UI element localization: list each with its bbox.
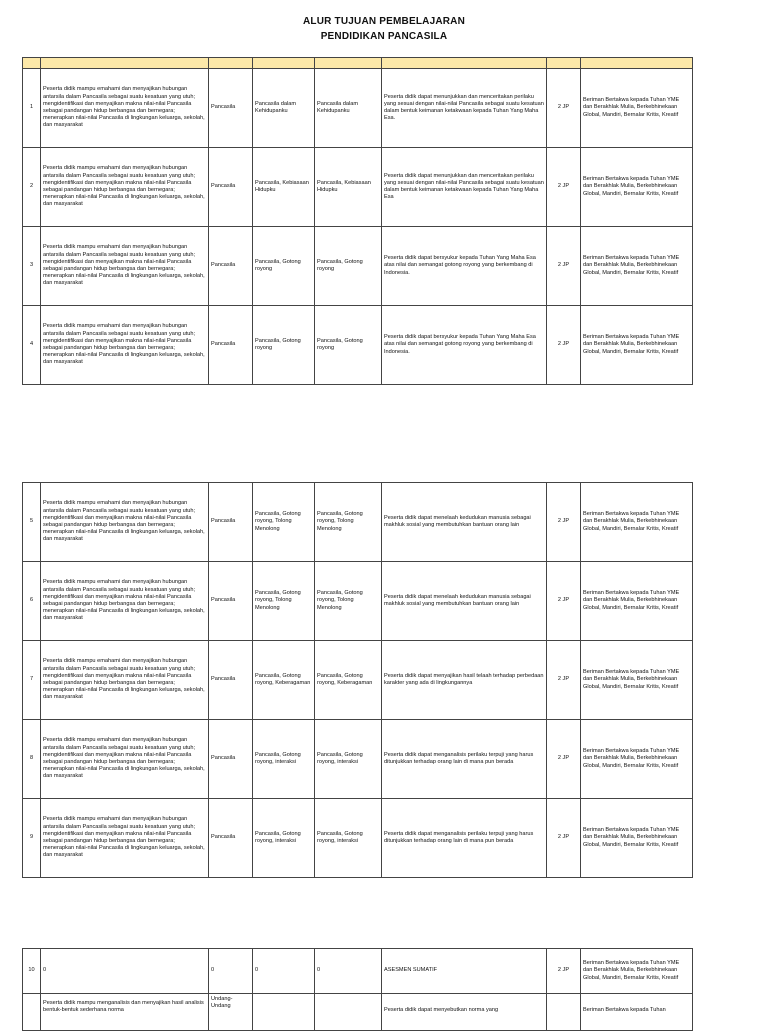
cell-materi: Pancasila, Gotong royong, Keberagaman — [253, 641, 315, 720]
cell-jp: 2 JP — [547, 483, 581, 562]
cell-jp: 2 JP — [547, 720, 581, 799]
cell-jp: 2 JP — [547, 306, 581, 385]
cell-capaian: Peserta didik mampu emahami dan menyajikan hubungan antarsila dalam Pancasila sebagai suatu kesatuan yang utuh; mengidentifikasi dan menyajikan makna nilai-nilai Pancasila sebagai pandangan hidup berbangsa dan bernegara; menerapkan nilai-nilai Pancasila di lingkungan keluarga, sekolah, dan masyarakat — [41, 227, 209, 306]
cell-lingkup: 0 — [315, 949, 382, 994]
cell-elemen: Pancasila — [209, 720, 253, 799]
cell-materi — [253, 994, 315, 1031]
cell-lingkup: Pancasila, Gotong royong — [315, 306, 382, 385]
cell-elemen: Pancasila — [209, 799, 253, 878]
atp-table-part-2 — [22, 482, 693, 878]
cell-materi: Pancasila, Gotong royong — [253, 306, 315, 385]
cell-tujuan: Peserta didik dapat menunjukkan dan menceritakan perilaku yang sesuai dengan nilai-nilai Pancasila sebagai suatu kesatuan dalam bentuk keimanan ketakwaan kepada Tuhan Yang Maha Esa. — [382, 69, 547, 148]
cell-lingkup: Pancasila dalam Kehidupanku — [315, 69, 382, 148]
table-row — [23, 306, 693, 385]
cell-tujuan: Peserta didik dapat bersyukur kepada Tuhan Yang Maha Esa atas nilai dan semangat gotong royong yang berkembang di Indonesia. — [382, 227, 547, 306]
table-row — [23, 227, 693, 306]
table-row — [23, 799, 693, 878]
cell-jp: 2 JP — [547, 641, 581, 720]
cell-profil: Beriman Bertakwa kepada Tuhan YME dan Berakhlak Mulia, Berkebhinekaan Global, Mandiri, Bernalar Kritis, Kreatif — [581, 799, 693, 878]
cell-no: 3 — [23, 227, 41, 306]
cell-jp: 2 JP — [547, 799, 581, 878]
cell-jp: 2 JP — [547, 148, 581, 227]
cell-materi: 0 — [253, 949, 315, 994]
cell-no: 6 — [23, 562, 41, 641]
cell-capaian: Peserta didik mampu emahami dan menyajikan hubungan antarsila dalam Pancasila sebagai suatu kesatuan yang utuh; mengidentifikasi dan menyajikan makna nilai-nilai Pancasila sebagai pandangan hidup berbangsa dan bernegara; menerapkan nilai-nilai Pancasila di lingkungan keluarga, sekolah, dan masyarakat — [41, 641, 209, 720]
cell-profil: Beriman Bertakwa kepada Tuhan YME dan Berakhlak Mulia, Berkebhinekaan Global, Mandiri, Bernalar Kritis, Kreatif — [581, 227, 693, 306]
cell-profil: Beriman Bertakwa kepada Tuhan YME dan Berakhlak Mulia, Berkebhinekaan Global, Mandiri, Bernalar Kritis, Kreatif — [581, 148, 693, 227]
cell-elemen: Pancasila — [209, 148, 253, 227]
cell-no: 5 — [23, 483, 41, 562]
cell-lingkup: Pancasila, Kebiasaan Hidupku — [315, 148, 382, 227]
cell-profil: Beriman Bertakwa kepada Tuhan YME dan Berakhlak Mulia, Berkebhinekaan Global, Mandiri, Bernalar Kritis, Kreatif — [581, 720, 693, 799]
cell-lingkup: Pancasila, Gotong royong, Keberagaman — [315, 641, 382, 720]
cell-tujuan: Peserta didik dapat menyajikan hasil telaah terhadap perbedaan karakter yang ada di lingkungannya — [382, 641, 547, 720]
document-title-line-2: PENDIDIKAN PANCASILA — [320, 31, 448, 42]
cell-tujuan: Peserta didik dapat menganalisis perilaku terpuji yang harus ditunjukkan terhadap orang lain di mana pun berada — [382, 720, 547, 799]
cell-elemen: Pancasila — [209, 69, 253, 148]
cell-elemen: Pancasila — [209, 562, 253, 641]
cell-profil: Beriman Bertakwa kepada Tuhan YME dan Berakhlak Mulia, Berkebhinekaan Global, Mandiri, Bernalar Kritis, Kreatif — [581, 641, 693, 720]
cell-elemen: Pancasila — [209, 641, 253, 720]
cell-tujuan: Peserta didik dapat bersyukur kepada Tuhan Yang Maha Esa atas nilai dan semangat gotong royong yang berkembang di Indonesia. — [382, 306, 547, 385]
table-row — [23, 641, 693, 720]
cell-tujuan: Peserta didik dapat menunjukkan dan menceritakan perilaku yang sesuai dengan nilai-nilai Pancasila sebagai suatu kesatuan dalam bentuk keimanan ketakwaan kepada Tuhan Yang Maha Esa — [382, 148, 547, 227]
cell-materi: Pancasila, Gotong royong, Tolong Menolong — [253, 483, 315, 562]
cell-jp: 2 JP — [547, 227, 581, 306]
cell-lingkup: Pancasila, Gotong royong, Tolong Menolong — [315, 483, 382, 562]
cell-materi: Pancasila, Gotong royong, interaksi — [253, 720, 315, 799]
cell-tujuan: Peserta didik dapat menyebutkan norma yang — [382, 994, 547, 1031]
table-row — [23, 148, 693, 227]
cell-lingkup — [315, 994, 382, 1031]
cell-profil: Beriman Bertakwa kepada Tuhan YME dan Berakhlak Mulia, Berkebhinekaan Global, Mandiri, Bernalar Kritis, Kreatif — [581, 69, 693, 148]
cell-lingkup: Pancasila, Gotong royong, Tolong Menolong — [315, 562, 382, 641]
cell-no: 4 — [23, 306, 41, 385]
cell-tujuan: ASESMEN SUMATIF — [382, 949, 547, 994]
table-row — [23, 562, 693, 641]
cell-profil: Beriman Bertakwa kepada Tuhan YME dan Berakhlak Mulia, Berkebhinekaan Global, Mandiri, Bernalar Kritis, Kreatif — [581, 483, 693, 562]
cell-tujuan: Peserta didik dapat menelaah kedudukan manusia sebagai makhluk sosial yang membutuhkan bantuan orang lain — [382, 562, 547, 641]
table-row — [23, 994, 693, 1031]
cell-tujuan: Peserta didik dapat menelaah kedudukan manusia sebagai makhluk sosial yang membutuhkan bantuan orang lain — [382, 483, 547, 562]
table-row — [23, 720, 693, 799]
cell-jp: 2 JP — [547, 69, 581, 148]
cell-materi: Pancasila, Gotong royong, Tolong Menolong — [253, 562, 315, 641]
atp-table-part-3 — [22, 948, 693, 1031]
cell-capaian: Peserta didik mampu emahami dan menyajikan hubungan antarsila dalam Pancasila sebagai suatu kesatuan yang utuh; mengidentifikasi dan menyajikan makna nilai-nilai Pancasila sebagai pandangan hidup berbangsa dan bernegara; menerapkan nilai-nilai Pancasila di lingkungan keluarga, sekolah, dan masyarakat — [41, 148, 209, 227]
cell-no: 8 — [23, 720, 41, 799]
cell-profil: Beriman Bertakwa kepada Tuhan — [581, 994, 693, 1031]
cell-capaian: Peserta didik mampu emahami dan menyajikan hubungan antarsila dalam Pancasila sebagai suatu kesatuan yang utuh; mengidentifikasi dan menyajikan makna nilai-nilai Pancasila sebagai pandangan hidup berbangsa dan bernegara; menerapkan nilai-nilai Pancasila di lingkungan keluarga, sekolah, dan masyarakat — [41, 483, 209, 562]
cell-no — [23, 994, 41, 1031]
cell-capaian: Peserta didik mampu emahami dan menyajikan hubungan antarsila dalam Pancasila sebagai suatu kesatuan yang utuh; mengidentifikasi dan menyajikan makna nilai-nilai Pancasila sebagai pandangan hidup berbangsa dan bernegara; menerapkan nilai-nilai Pancasila di lingkungan keluarga, sekolah, dan masyarakat — [41, 799, 209, 878]
document-title-line-1: ALUR TUJUAN PEMBELAJARAN — [302, 16, 466, 27]
cell-elemen: Pancasila — [209, 227, 253, 306]
cell-capaian: Peserta didik mampu emahami dan menyajikan hubungan antarsila dalam Pancasila sebagai suatu kesatuan yang utuh; mengidentifikasi dan menyajikan makna nilai-nilai Pancasila sebagai pandangan hidup berbangsa dan bernegara; menerapkan nilai-nilai Pancasila di lingkungan keluarga, sekolah, dan masyarakat — [41, 562, 209, 641]
table-row — [23, 949, 693, 994]
cell-jp — [547, 994, 581, 1031]
cell-elemen: Undang-Undang — [209, 994, 253, 1031]
cell-elemen: 0 — [209, 949, 253, 994]
cell-elemen: Pancasila — [209, 483, 253, 562]
table-row — [23, 69, 693, 148]
cell-no: 9 — [23, 799, 41, 878]
cell-materi: Pancasila dalam Kehidupanku — [253, 69, 315, 148]
cell-no: 7 — [23, 641, 41, 720]
cell-lingkup: Pancasila, Gotong royong, interaksi — [315, 799, 382, 878]
cell-lingkup: Pancasila, Gotong royong — [315, 227, 382, 306]
cell-no: 1 — [23, 69, 41, 148]
cell-capaian: Peserta didik mampu emahami dan menyajikan hubungan antarsila dalam Pancasila sebagai suatu kesatuan yang utuh; mengidentifikasi dan menyajikan makna nilai-nilai Pancasila sebagai pandangan hidup berbangsa dan bernegara; menerapkan nilai-nilai Pancasila di lingkungan keluarga, sekolah, dan masyarakat — [41, 306, 209, 385]
atp-table-part-1 — [22, 57, 693, 385]
cell-capaian: 0 — [41, 949, 209, 994]
table-header-row — [23, 58, 693, 69]
cell-materi: Pancasila, Gotong royong — [253, 227, 315, 306]
cell-materi: Pancasila, Kebiasaan Hidupku — [253, 148, 315, 227]
cell-no: 10 — [23, 949, 41, 994]
cell-materi: Pancasila, Gotong royong, interaksi — [253, 799, 315, 878]
cell-jp: 2 JP — [547, 949, 581, 994]
cell-profil: Beriman Bertakwa kepada Tuhan YME dan Berakhlak Mulia, Berkebhinekaan Global, Mandiri, Bernalar Kritis, Kreatif — [581, 949, 693, 994]
cell-profil: Beriman Bertakwa kepada Tuhan YME dan Berakhlak Mulia, Berkebhinekaan Global, Mandiri, Bernalar Kritis, Kreatif — [581, 562, 693, 641]
table-row — [23, 483, 693, 562]
cell-tujuan: Peserta didik dapat menganalisis perilaku terpuji yang harus ditunjukkan terhadap orang lain di mana pun berada — [382, 799, 547, 878]
cell-profil: Beriman Bertakwa kepada Tuhan YME dan Berakhlak Mulia, Berkebhinekaan Global, Mandiri, Bernalar Kritis, Kreatif — [581, 306, 693, 385]
cell-capaian: Peserta didik mampu emahami dan menyajikan hubungan antarsila dalam Pancasila sebagai suatu kesatuan yang utuh; mengidentifikasi dan menyajikan makna nilai-nilai Pancasila sebagai pandangan hidup berbangsa dan bernegara; menerapkan nilai-nilai Pancasila di lingkungan keluarga, sekolah, dan masyarakat — [41, 69, 209, 148]
cell-capaian: Peserta didik mampu emahami dan menyajikan hubungan antarsila dalam Pancasila sebagai suatu kesatuan yang utuh; mengidentifikasi dan menyajikan makna nilai-nilai Pancasila sebagai pandangan hidup berbangsa dan bernegara; menerapkan nilai-nilai Pancasila di lingkungan keluarga, sekolah, dan masyarakat — [41, 720, 209, 799]
cell-no: 2 — [23, 148, 41, 227]
cell-lingkup: Pancasila, Gotong royong, interaksi — [315, 720, 382, 799]
cell-elemen: Pancasila — [209, 306, 253, 385]
cell-jp: 2 JP — [547, 562, 581, 641]
cell-capaian: Peserta didik mampu menganalisis dan menyajikan hasil analisis bentuk-bentuk sederhana norma — [41, 994, 209, 1031]
